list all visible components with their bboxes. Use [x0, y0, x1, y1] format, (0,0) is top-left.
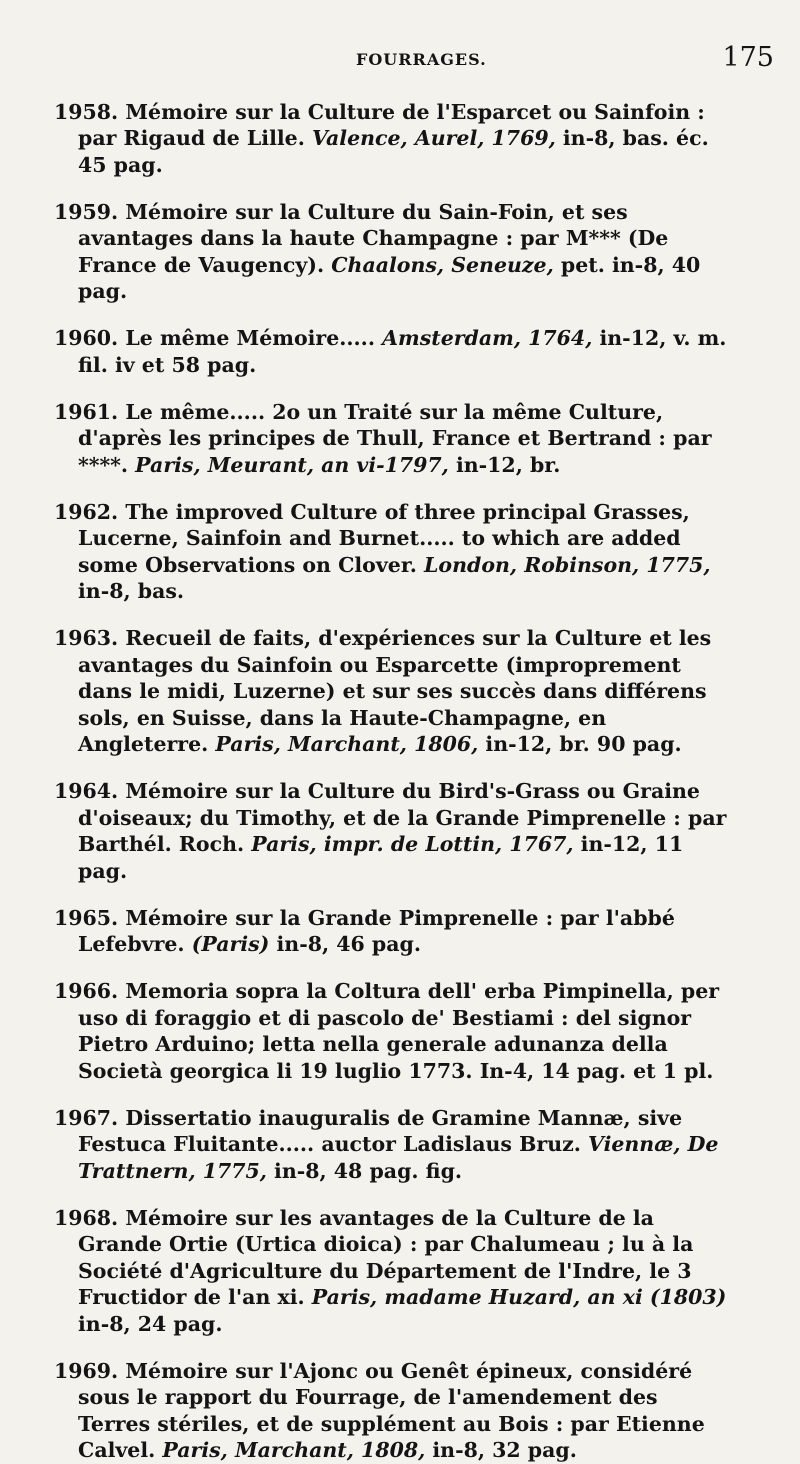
entry-publisher: Paris, Marchant, 1806, — [215, 732, 479, 756]
entry-format: in-12, v. m. fil. iv et 58 pag. — [78, 326, 727, 377]
entry-publisher: Paris, Marchant, 1808, — [162, 1438, 426, 1462]
entry-publisher: Paris, madame Huzard, an xi (1803) — [311, 1285, 727, 1309]
entry-number: 1963. — [54, 626, 119, 650]
entry-text: Le même Mémoire..... — [125, 326, 375, 350]
bibliography-entry — [56, 625, 734, 758]
entry-format: in-8, 46 pag. — [276, 932, 422, 956]
running-head — [56, 38, 774, 78]
entry-publisher: Viennæ, De Trattnern, 1775, — [78, 1132, 719, 1183]
entry-format: in-8, bas. — [78, 579, 185, 603]
entry-text: Le même..... 2o un Traité sur la même Culture, d'après les principes de Thull, France et Bertrand : par ****. — [78, 399, 712, 477]
entry-text: Dissertatio inauguralis de Gramine Mannæ, sive Festuca Fluitante..... auctor Ladislaus Bruz. — [78, 1105, 683, 1156]
entry-text: Mémoire sur la Grande Pimprenelle : par l'abbé Lefebvre. — [78, 905, 675, 956]
bibliography-list — [56, 99, 734, 1464]
entry-number: 1959. — [54, 199, 119, 224]
entry-number: 1969. — [54, 1358, 119, 1383]
entry-number: 1965. — [54, 905, 119, 930]
bibliography-entry — [56, 99, 734, 179]
bibliography-entry — [56, 905, 734, 958]
entry-number: 1958. — [54, 99, 119, 124]
entry-publisher: Amsterdam, 1764, — [382, 326, 593, 350]
running-title: FOURRAGES. — [356, 50, 487, 69]
entry-text: Mémoire sur les avantages de la Culture de la Grande Ortie (Urtica dioica) : par Chalumeau ; lu à la Société d'Agriculture du Département de l'Indre, le 3 Fructidor de l'an xi. — [78, 1205, 694, 1309]
entry-number: 1966. — [54, 979, 119, 1003]
entry-publisher: Paris, impr. de Lottin, 1767, — [251, 832, 574, 856]
entry-number: 1968. — [54, 1205, 119, 1230]
bibliography-entry — [56, 1105, 734, 1185]
bibliography-entry — [56, 978, 734, 1084]
entry-number: 1967. — [54, 1105, 119, 1130]
bibliography-entry — [56, 325, 734, 378]
entry-publisher: London, Robinson, 1775, — [424, 552, 711, 577]
entry-number: 1962. — [54, 499, 119, 524]
entry-publisher: Chaalons, Seneuze, — [331, 252, 554, 277]
bibliography-entry — [56, 1205, 734, 1338]
entry-number: 1961. — [54, 399, 119, 424]
entry-text: Mémoire sur la Culture du Bird's-Grass ou Graine d'oiseaux; du Timothy, et de la Grande Pimprenelle : par Barthél. Roch. — [78, 779, 727, 856]
entry-format: in-12, 11 pag. — [78, 832, 684, 883]
entry-publisher: (Paris) — [191, 932, 270, 956]
bibliography-entry — [56, 399, 734, 479]
bibliography-entry — [56, 778, 734, 884]
entry-format: in-8, 48 pag. fig. — [274, 1158, 463, 1183]
entry-format: pet. in-8, 40 pag. — [78, 252, 701, 303]
entry-text: Memoria sopra la Coltura dell' erba Pimpinella, per uso di foraggio et di pascolo de' Bestiami : del signor Pietro Arduino; letta nella generale adunanza della Società georgica li 19 luglio 1773. — [78, 979, 720, 1083]
entry-format: in-8, bas. éc. 45 pag. — [78, 126, 709, 177]
bibliography-entry — [56, 499, 734, 605]
entry-text: The improved Culture of three principal Grasses, Lucerne, Sainfoin and Burnet..... to which are added some Observations on Clover. — [78, 499, 690, 577]
entry-format: in-8, 24 pag. — [78, 1311, 223, 1336]
entry-format: in-12, br. — [455, 452, 561, 477]
page-number: 175 — [722, 42, 774, 73]
entry-publisher: Paris, Meurant, an vi-1797, — [135, 452, 449, 477]
entry-text: Mémoire sur l'Ajonc ou Genêt épineux, considéré sous le rapport du Fourrage, de l'amendement des Terres stériles, et de supplément au Bois : par Etienne Calvel. — [78, 1358, 705, 1462]
entry-format: in-12, br. 90 pag. — [485, 732, 682, 756]
entry-text: Recueil de faits, d'expériences sur la Culture et les avantages du Sainfoin ou Esparcette (improprement dans le midi, Luzerne) et sur ses succès dans différens sols, en Suisse, dans la Haute-Champagne, en Angleterre. — [78, 626, 712, 756]
entry-number: 1964. — [54, 779, 119, 803]
entry-format: in-8, 32 pag. — [432, 1438, 577, 1462]
entry-number: 1960. — [54, 326, 119, 350]
entry-text: Mémoire sur la Culture du Sain-Foin, et ses avantages dans la haute Champagne : par M*** (De France de Vaugency). — [78, 199, 669, 277]
entry-format: In-4, 14 pag. et 1 pl. — [479, 1058, 714, 1083]
bibliography-entry — [56, 1358, 734, 1464]
bibliography-entry — [56, 199, 734, 305]
entry-text: Mémoire sur la Culture de l'Esparcet ou Sainfoin : par Rigaud de Lille. — [78, 99, 705, 150]
entry-publisher: Valence, Aurel, 1769, — [311, 126, 556, 150]
